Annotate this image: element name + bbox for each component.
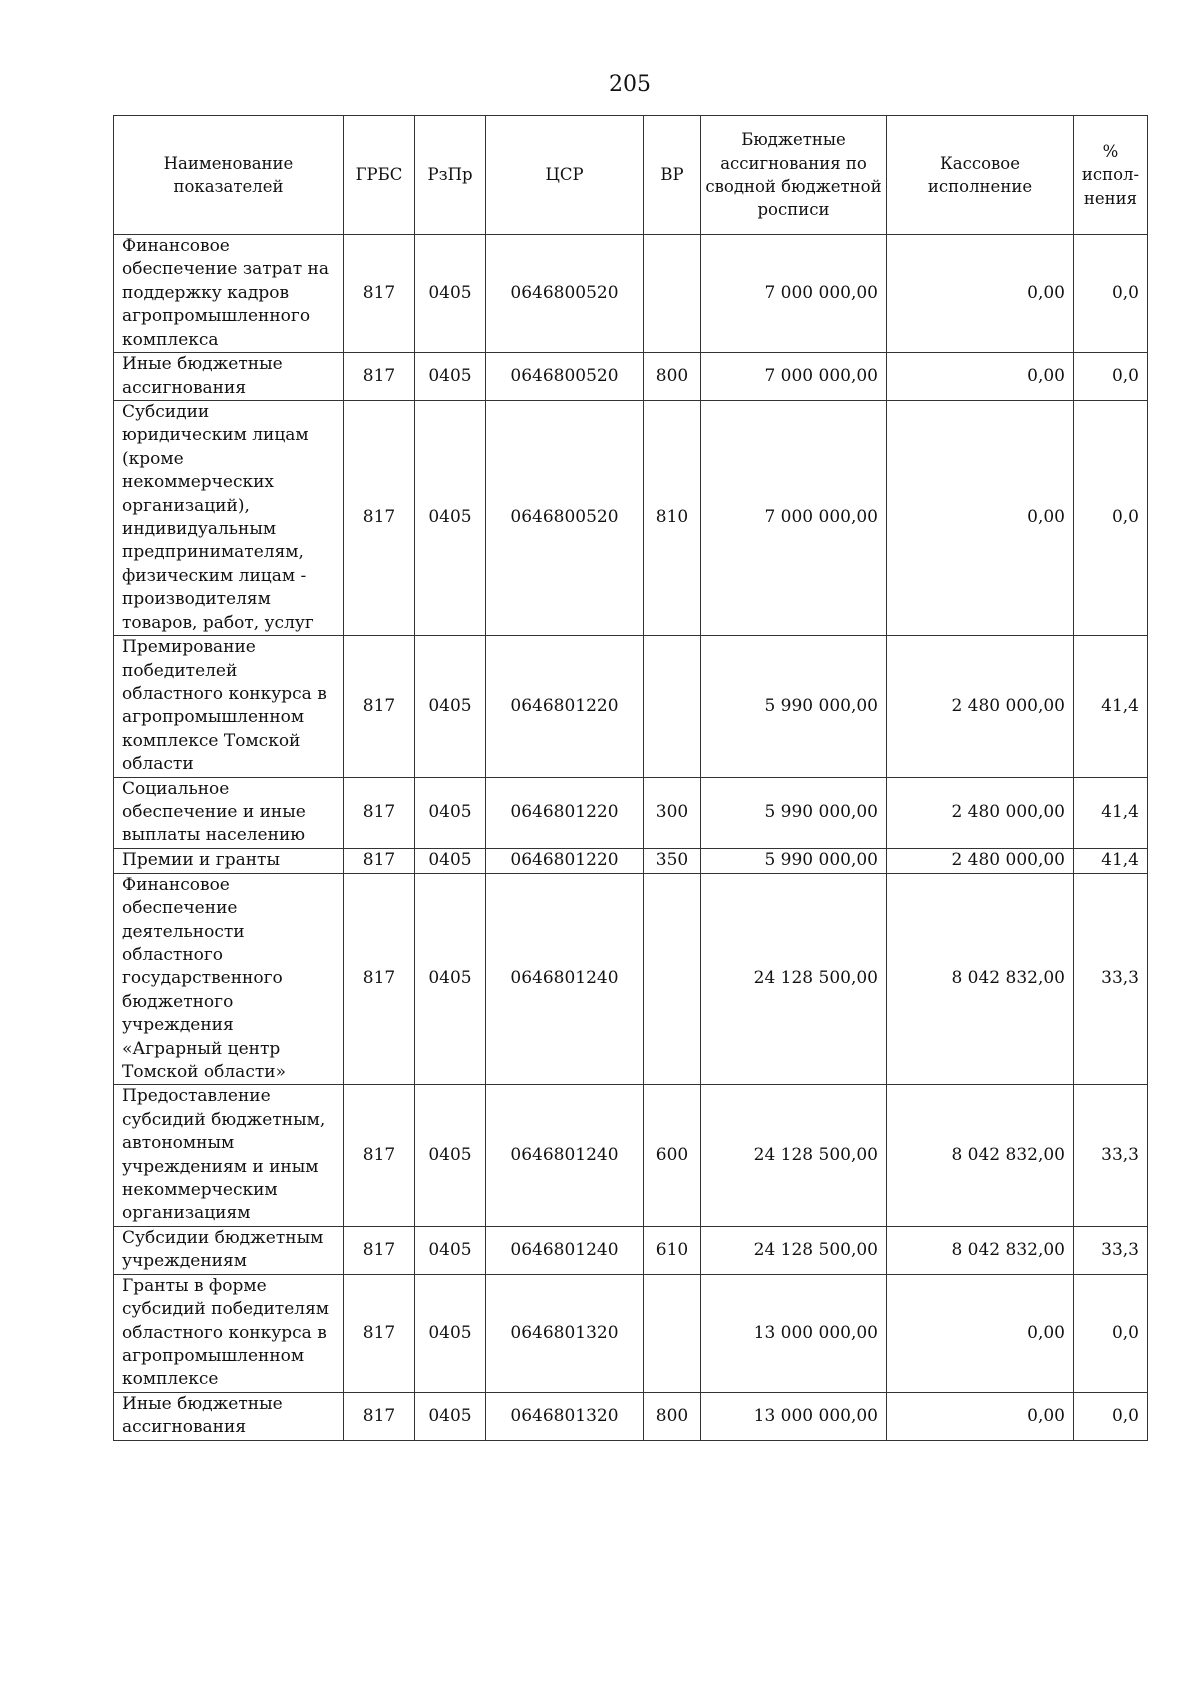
cell-execution: 2 480 000,00	[887, 636, 1074, 777]
cell-name: Финансовое обеспечение затрат на поддержку кадров агропромышленного комплекса	[114, 235, 344, 353]
cell-execution: 2 480 000,00	[887, 777, 1074, 848]
cell-vr: 350	[644, 848, 701, 873]
cell-grbs: 817	[344, 1085, 415, 1226]
cell-assignments: 5 990 000,00	[701, 636, 887, 777]
table-row	[114, 848, 1148, 873]
cell-grbs: 817	[344, 848, 415, 873]
cell-rzpr: 0405	[415, 848, 486, 873]
cell-csr: 0646801220	[486, 636, 644, 777]
cell-csr: 0646801240	[486, 873, 644, 1085]
table-row	[114, 1085, 1148, 1226]
cell-execution: 0,00	[887, 1274, 1074, 1392]
cell-vr: 800	[644, 1392, 701, 1440]
cell-name: Иные бюджетные ассигнования	[114, 353, 344, 401]
table-row	[114, 235, 1148, 353]
cell-rzpr: 0405	[415, 1274, 486, 1392]
cell-percent: 41,4	[1074, 636, 1148, 777]
cell-grbs: 817	[344, 1274, 415, 1392]
cell-name: Социальное обеспечение и иные выплаты населению	[114, 777, 344, 848]
cell-vr	[644, 1274, 701, 1392]
cell-execution: 0,00	[887, 1392, 1074, 1440]
cell-rzpr: 0405	[415, 401, 486, 636]
cell-grbs: 817	[344, 1226, 415, 1274]
cell-name: Иные бюджетные ассигнования	[114, 1392, 344, 1440]
cell-assignments: 24 128 500,00	[701, 1226, 887, 1274]
table-row	[114, 1392, 1148, 1440]
cell-percent: 33,3	[1074, 1226, 1148, 1274]
cell-name: Субсидии юридическим лицам (кроме некоммерческих организаций), индивидуальным предпринимателям, физическим лицам - производителям товаров, работ, услуг	[114, 401, 344, 636]
cell-percent: 0,0	[1074, 235, 1148, 353]
table-row	[114, 353, 1148, 401]
budget-table	[113, 115, 1148, 1441]
cell-vr	[644, 235, 701, 353]
cell-assignments: 24 128 500,00	[701, 1085, 887, 1226]
table-row	[114, 873, 1148, 1085]
cell-assignments: 13 000 000,00	[701, 1392, 887, 1440]
cell-csr: 0646801220	[486, 848, 644, 873]
cell-rzpr: 0405	[415, 1392, 486, 1440]
cell-csr: 0646801240	[486, 1085, 644, 1226]
cell-assignments: 5 990 000,00	[701, 848, 887, 873]
header-name: Наименование показателей	[114, 116, 344, 235]
header-assignments: Бюджетные ассигнования по сводной бюджетной росписи	[701, 116, 887, 235]
cell-assignments: 7 000 000,00	[701, 401, 887, 636]
cell-percent: 41,4	[1074, 848, 1148, 873]
table-row	[114, 401, 1148, 636]
header-percent: % испол-нения	[1074, 116, 1148, 235]
cell-percent: 0,0	[1074, 353, 1148, 401]
cell-vr: 300	[644, 777, 701, 848]
cell-vr: 610	[644, 1226, 701, 1274]
page-number: 205	[609, 72, 651, 97]
cell-execution: 8 042 832,00	[887, 873, 1074, 1085]
table-row	[114, 777, 1148, 848]
cell-grbs: 817	[344, 636, 415, 777]
cell-grbs: 817	[344, 353, 415, 401]
cell-percent: 0,0	[1074, 1274, 1148, 1392]
cell-grbs: 817	[344, 401, 415, 636]
table-header-row	[114, 116, 1148, 235]
cell-name: Финансовое обеспечение деятельности областного государственного бюджетного учреждения «Аграрный центр Томской области»	[114, 873, 344, 1085]
cell-assignments: 24 128 500,00	[701, 873, 887, 1085]
cell-execution: 8 042 832,00	[887, 1226, 1074, 1274]
header-vr: ВР	[644, 116, 701, 235]
cell-execution: 0,00	[887, 401, 1074, 636]
cell-csr: 0646801240	[486, 1226, 644, 1274]
cell-csr: 0646801220	[486, 777, 644, 848]
cell-grbs: 817	[344, 873, 415, 1085]
cell-assignments: 13 000 000,00	[701, 1274, 887, 1392]
cell-execution: 0,00	[887, 353, 1074, 401]
cell-rzpr: 0405	[415, 235, 486, 353]
cell-csr: 0646801320	[486, 1274, 644, 1392]
cell-vr: 800	[644, 353, 701, 401]
cell-name: Премии и гранты	[114, 848, 344, 873]
cell-grbs: 817	[344, 1392, 415, 1440]
cell-percent: 41,4	[1074, 777, 1148, 848]
cell-name: Премирование победителей областного конкурса в агропромышленном комплексе Томской области	[114, 636, 344, 777]
cell-vr: 600	[644, 1085, 701, 1226]
cell-assignments: 5 990 000,00	[701, 777, 887, 848]
cell-vr	[644, 636, 701, 777]
cell-execution: 0,00	[887, 235, 1074, 353]
cell-rzpr: 0405	[415, 1226, 486, 1274]
cell-vr	[644, 873, 701, 1085]
cell-vr: 810	[644, 401, 701, 636]
header-csr: ЦСР	[486, 116, 644, 235]
header-execution: Кассовое исполнение	[887, 116, 1074, 235]
cell-percent: 0,0	[1074, 401, 1148, 636]
cell-name: Предоставление субсидий бюджетным, автономным учреждениям и иным некоммерческим организациям	[114, 1085, 344, 1226]
cell-csr: 0646801320	[486, 1392, 644, 1440]
cell-execution: 8 042 832,00	[887, 1085, 1074, 1226]
cell-percent: 33,3	[1074, 873, 1148, 1085]
cell-rzpr: 0405	[415, 1085, 486, 1226]
cell-grbs: 817	[344, 777, 415, 848]
cell-name: Гранты в форме субсидий победителям областного конкурса в агропромышленном комплексе	[114, 1274, 344, 1392]
cell-rzpr: 0405	[415, 873, 486, 1085]
table-row	[114, 1274, 1148, 1392]
table-row	[114, 1226, 1148, 1274]
cell-csr: 0646800520	[486, 401, 644, 636]
cell-execution: 2 480 000,00	[887, 848, 1074, 873]
cell-csr: 0646800520	[486, 235, 644, 353]
header-rzpr: РзПр	[415, 116, 486, 235]
cell-rzpr: 0405	[415, 777, 486, 848]
cell-rzpr: 0405	[415, 353, 486, 401]
cell-csr: 0646800520	[486, 353, 644, 401]
header-grbs: ГРБС	[344, 116, 415, 235]
cell-assignments: 7 000 000,00	[701, 353, 887, 401]
cell-name: Субсидии бюджетным учреждениям	[114, 1226, 344, 1274]
cell-grbs: 817	[344, 235, 415, 353]
table-row	[114, 636, 1148, 777]
cell-percent: 33,3	[1074, 1085, 1148, 1226]
cell-percent: 0,0	[1074, 1392, 1148, 1440]
cell-rzpr: 0405	[415, 636, 486, 777]
cell-assignments: 7 000 000,00	[701, 235, 887, 353]
